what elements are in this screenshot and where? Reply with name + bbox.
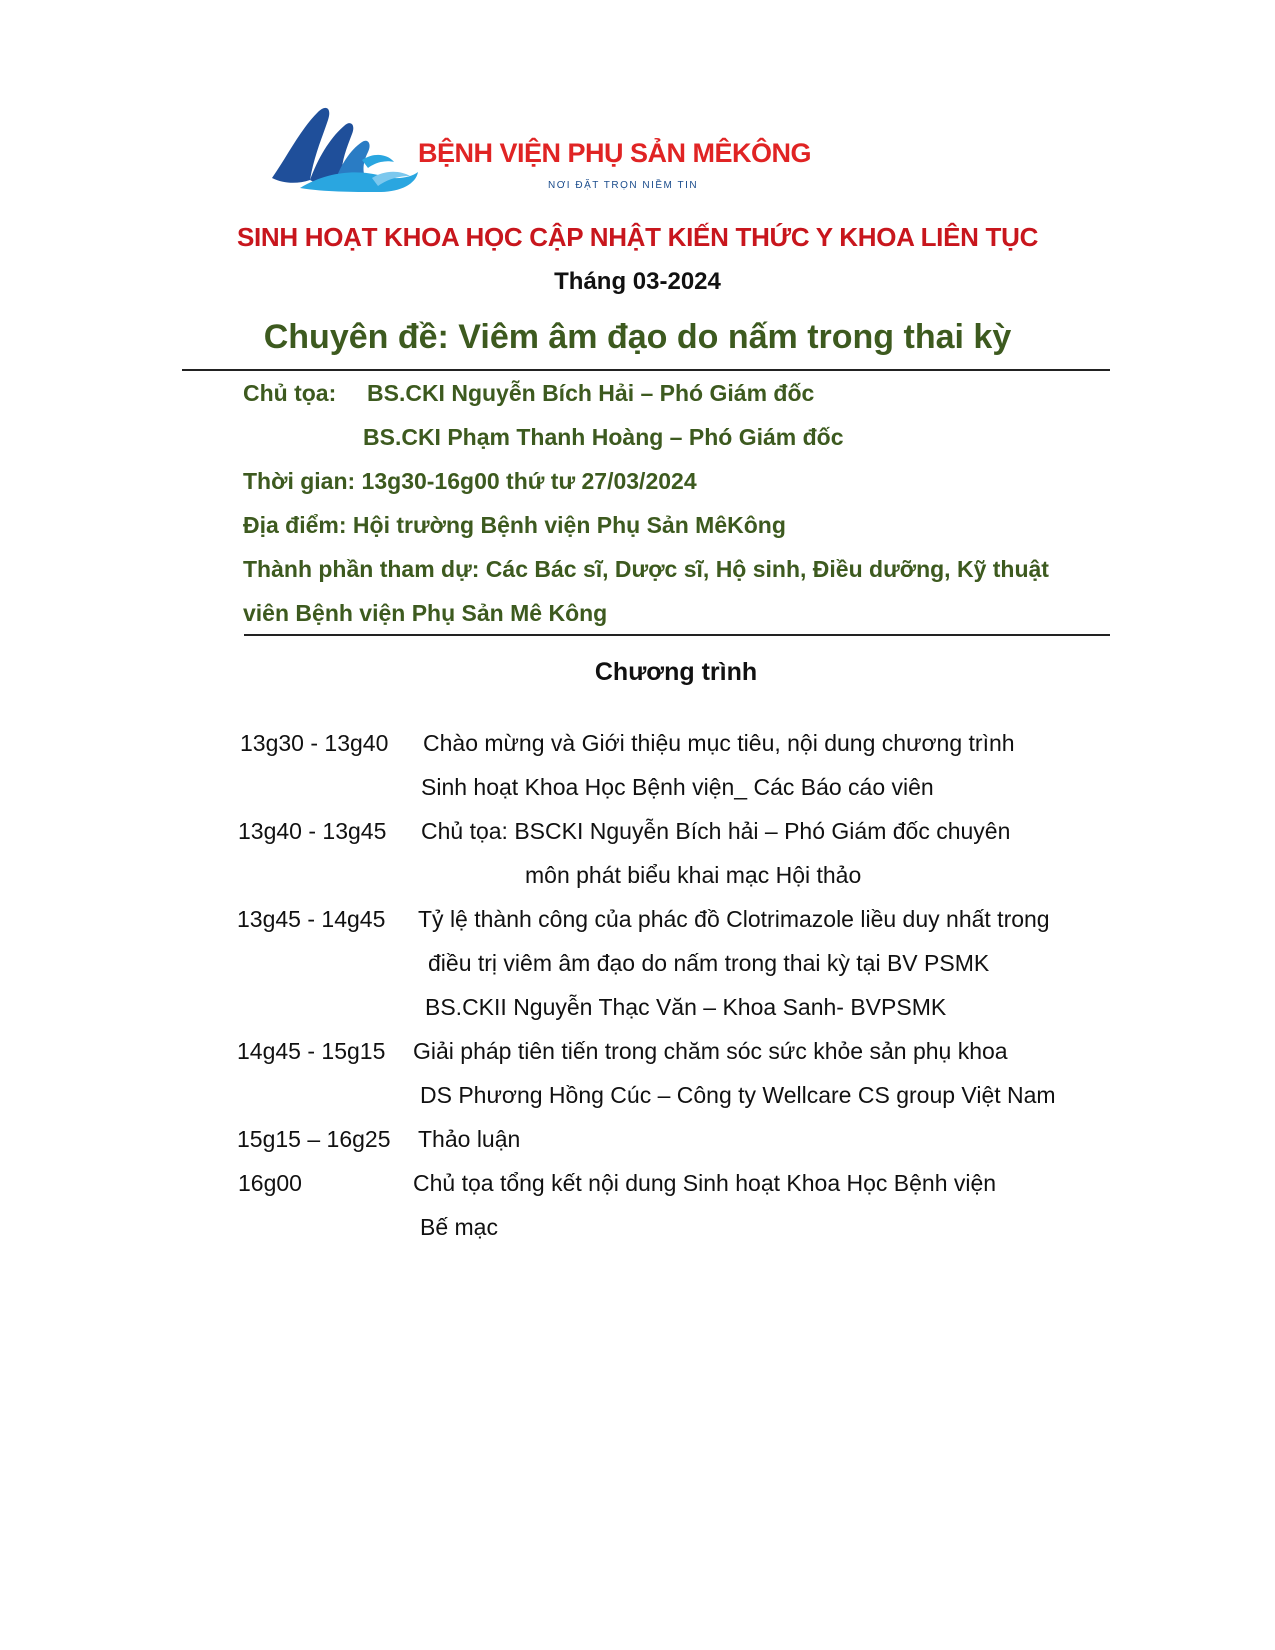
schedule-text: Chào mừng và Giới thiệu mục tiêu, nội dung chương trình	[423, 730, 1015, 756]
hospital-slogan: NƠI ĐẶT TRỌN NIỀM TIN	[548, 180, 699, 191]
chair-label: Chủ tọa:	[243, 380, 337, 406]
schedule-time: 16g00	[238, 1170, 302, 1196]
hospital-name: BỆNH VIỆN PHỤ SẢN MÊKÔNG	[418, 138, 812, 168]
schedule-text: môn phát biểu khai mạc Hội thảo	[525, 862, 862, 888]
wave-logo-icon	[270, 100, 420, 195]
topic-heading: Chuyên đề: Viêm âm đạo do nấm trong thai kỳ	[263, 318, 1012, 356]
schedule-text: Giải pháp tiên tiến trong chăm sóc sức khỏe sản phụ khoa	[413, 1038, 1008, 1064]
schedule-text: Tỷ lệ thành công của phác đồ Clotrimazole liều duy nhất trong	[418, 906, 1050, 932]
schedule-text: điều trị viêm âm đạo do nấm trong thai kỳ tại BV PSMK	[428, 950, 990, 976]
divider-top	[182, 369, 1110, 371]
schedule-time: 13g45 - 14g45	[237, 906, 386, 932]
schedule-text: Sinh hoạt Khoa Học Bệnh viện_ Các Báo cáo viên	[421, 774, 934, 800]
event-month: Tháng 03-2024	[554, 268, 721, 295]
event-time: Thời gian: 13g30-16g00 thứ tư 27/03/2024	[243, 468, 697, 494]
event-location: Địa điểm: Hội trường Bệnh viện Phụ Sản MêKông	[243, 512, 786, 538]
schedule-text: Chủ tọa tổng kết nội dung Sinh hoạt Khoa Học Bệnh viện	[413, 1170, 997, 1196]
chair-1: BS.CKI Nguyễn Bích Hải – Phó Giám đốc	[367, 380, 815, 406]
chair-2: BS.CKI Phạm Thanh Hoàng – Phó Giám đốc	[363, 424, 844, 450]
schedule-time: 15g15 – 16g25	[237, 1126, 391, 1152]
schedule-text: Thảo luận	[418, 1126, 521, 1152]
participants-line-1: Thành phần tham dự: Các Bác sĩ, Dược sĩ, Hộ sinh, Điều dưỡng, Kỹ thuật	[243, 556, 1049, 582]
schedule-text: DS Phương Hồng Cúc – Công ty Wellcare CS group Việt Nam	[420, 1082, 1056, 1108]
schedule-text: Chủ tọa: BSCKI Nguyễn Bích hải – Phó Giám đốc chuyên	[421, 818, 1011, 844]
event-title: SINH HOẠT KHOA HỌC CẬP NHẬT KIẾN THỨC Y KHOA LIÊN TỤC	[236, 222, 1039, 252]
divider-bottom	[244, 634, 1110, 636]
schedule-time: 13g40 - 13g45	[238, 818, 387, 844]
schedule-time: 14g45 - 15g15	[237, 1038, 386, 1064]
schedule-text: BS.CKII Nguyễn Thạc Văn – Khoa Sanh- BVPSMK	[425, 994, 947, 1020]
schedule-text: Bế mạc	[420, 1214, 498, 1240]
program-title: Chương trình	[594, 658, 758, 686]
schedule-time: 13g30 - 13g40	[240, 730, 389, 756]
hospital-logo	[270, 100, 830, 200]
participants-line-2: viên Bệnh viện Phụ Sản Mê Kông	[243, 600, 608, 626]
